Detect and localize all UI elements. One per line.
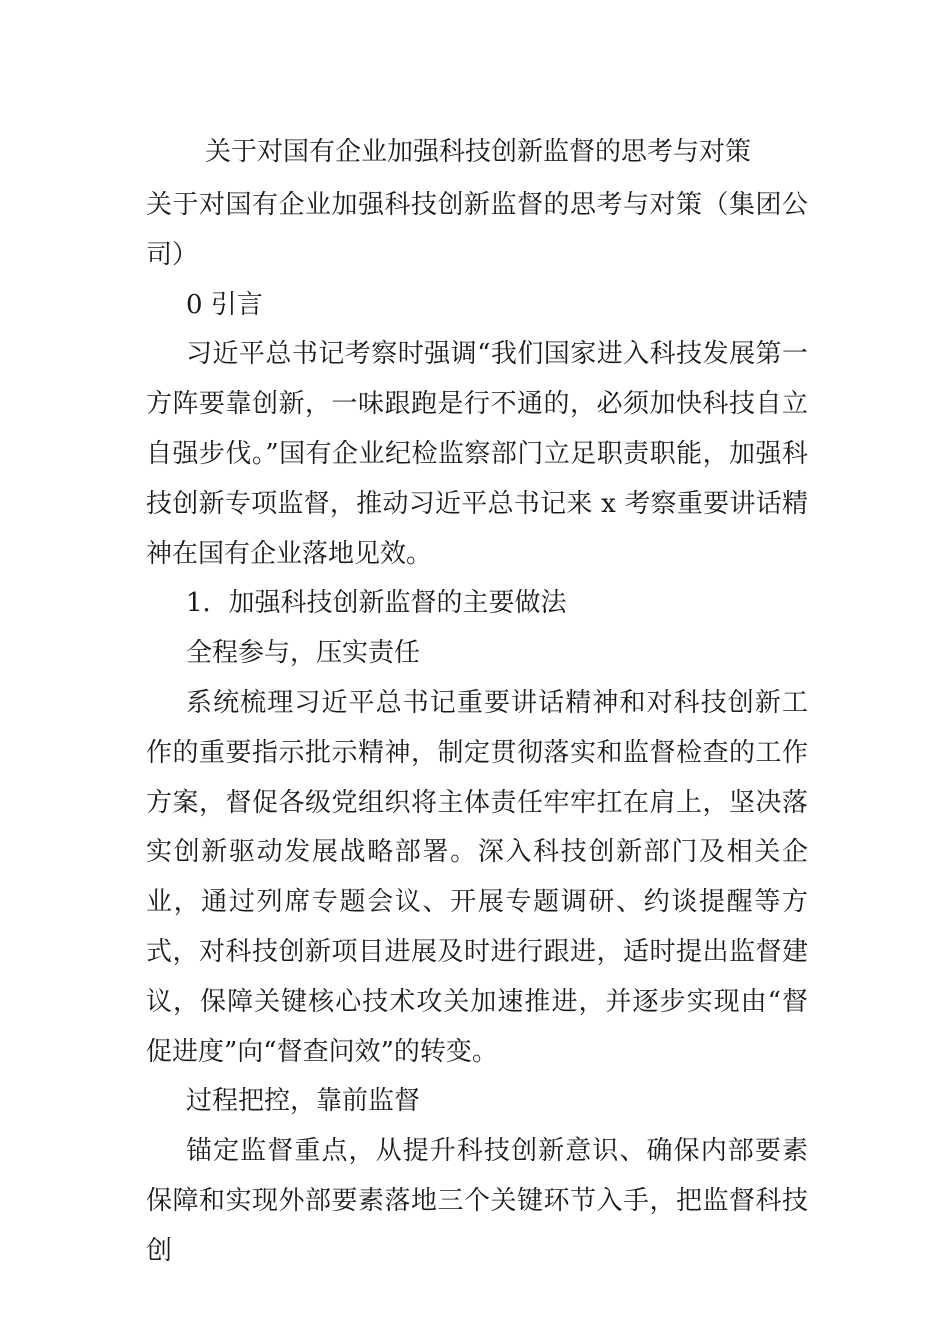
- subheading-full-participation: 全程参与，压实责任: [186, 638, 421, 669]
- section-heading-introduction: 0 引言: [186, 289, 263, 320]
- paragraph-introduction: 习近平总书记考察时强调“我们国家进入科技发展第一方阵要靠创新，一味跟跑是行不通的，必须加快科技自立自强步伐。”国有企业纪检监察部门立足职责职能，加强科技创新专项监督，推动习近平总书记来 x 考察重要讲话精神在国有企业落地见效。: [146, 339, 808, 569]
- paragraph-full-participation: 系统梳理习近平总书记重要讲话精神和对科技创新工作的重要指示批示精神，制定贯彻落实和监督检查的工作方案，督促各级党组织将主体责任牢牢扛在肩上，坚决落实创新驱动发展战略部署。深入科技创新部门及相关企业，通过列席专题会议、开展专题调研、约谈提醒等方式，对科技创新项目进展及时进行跟进，适时提出监督建议，保障关键核心技术攻关加速推进，并逐步实现由“督促进度”向“督查问效”的转变。: [146, 687, 808, 1067]
- section-heading-main-practices: 1．加强科技创新监督的主要做法: [186, 588, 567, 619]
- document-body: [146, 181, 808, 1277]
- paragraph-process-control: 锚定监督重点，从提升科技创新意识、确保内部要素保障和实现外部要素落地三个关键环节入手，把监督科技创: [146, 1136, 808, 1266]
- document-title: 关于对国有企业加强科技创新监督的思考与对策: [205, 137, 752, 167]
- document-subtitle: 关于对国有企业加强科技创新监督的思考与对策（集团公司）: [146, 190, 808, 270]
- subheading-process-control: 过程把控，靠前监督: [186, 1086, 421, 1117]
